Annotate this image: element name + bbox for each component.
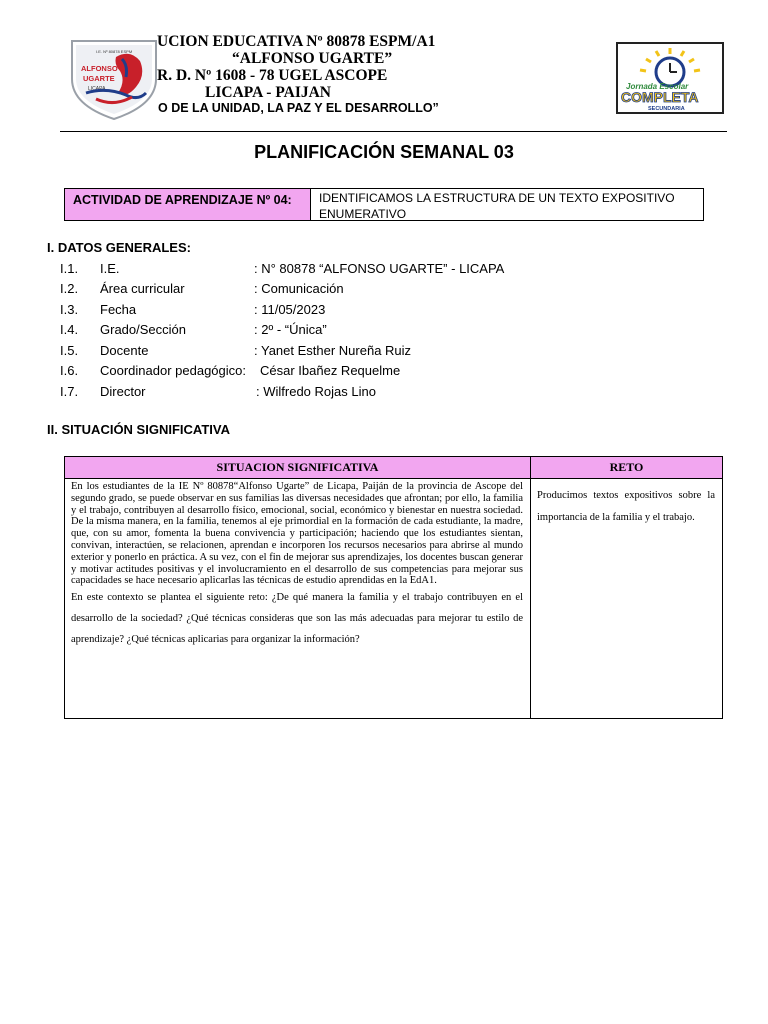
row-label: Coordinador pedagógico: xyxy=(100,363,246,378)
row-number: I.4. xyxy=(60,322,79,337)
situation-text xyxy=(71,481,523,650)
row-number: I.1. xyxy=(60,261,79,276)
jec-line1: Jornada Escolar xyxy=(626,82,689,91)
row-number: I.5. xyxy=(60,343,79,358)
row-label: Fecha xyxy=(100,302,137,317)
column-divider xyxy=(530,457,531,718)
row-value: César Ibañez Requelme xyxy=(260,363,401,378)
activity-value: IDENTIFICAMOS LA ESTRUCTURA DE UN TEXTO EXPOSITIVO ENUMERATIVO xyxy=(319,191,675,221)
row-label: Docente xyxy=(100,343,149,358)
header-line-3: R. D. Nº 1608 - 78 UGEL ASCOPE xyxy=(157,67,388,84)
jec-line2: COMPLETA xyxy=(621,89,699,105)
row-label: Grado/Sección xyxy=(100,322,186,337)
row-number: I.3. xyxy=(60,302,79,317)
situation-reto-paragraph: En este contexto se plantea el siguiente reto: ¿De qué manera la familia y el trabajo contribuyen en el desarrollo de la sociedad? ¿Qué técnicas consideras que son las más adecuadas para mejorar tu estilo de aprendizaje? ¿Qué técnicas aplicarias para organizar la información? xyxy=(71,592,523,646)
header-line-2: “ALFONSO UGARTE” xyxy=(232,50,393,67)
row-label: Director xyxy=(100,384,146,399)
row-value: : Comunicación xyxy=(254,281,344,296)
section-2-heading: II. SITUACIÓN SIGNIFICATIVA xyxy=(47,422,230,437)
situation-table xyxy=(64,456,723,719)
situation-header: SITUACION SIGNIFICATIVA xyxy=(65,457,530,479)
shield-place: LICAPA xyxy=(88,86,106,92)
row-label: I.E. xyxy=(100,261,120,276)
reto-text: Producimos textos expositivos sobre la importancia de la familia y el trabajo. xyxy=(537,490,715,523)
school-shield-logo xyxy=(66,35,162,121)
row-number: I.2. xyxy=(60,281,79,296)
shield-name2: UGARTE xyxy=(83,74,115,83)
activity-box xyxy=(64,188,704,221)
row-value: : 11/05/2023 xyxy=(254,302,326,317)
header-divider xyxy=(60,131,727,132)
header-line-4: LICAPA - PAIJAN xyxy=(205,84,332,101)
header-line-1: UCION EDUCATIVA Nº 80878 ESPM/A1 xyxy=(157,33,436,50)
row-value: : 2º - “Única” xyxy=(254,322,327,337)
row-number: I.7. xyxy=(60,384,79,399)
row-number: I.6. xyxy=(60,363,79,378)
reto-header: RETO xyxy=(531,457,722,479)
page-title: PLANIFICACIÓN SEMANAL 03 xyxy=(254,142,514,162)
shield-name1: ALFONSO xyxy=(81,64,118,73)
situation-paragraph: En los estudiantes de la IE Nº 80878“Alfonso Ugarte” de Licapa, Paiján de la provincia de Ascope del segundo grado, se puede observar en sus familias las diversas necesidades que afrontan; por ello, la familia y el trabajo, contribuyen al desarrollo físico, emocional, social, económico y bienestar en nuestra sociedad. De la misma manera, en la familia, tenemos al eje primordial en la formación de cada estudiante, la madre, que, con su amor, fomenta la buena convivencia y participación; haciendo que los estudiantes sientan, convivan, interactúen, se relacionen, aprendan e incorporen los recursos necesarios para abrirse al mundo exterior y ponerlo en práctica. A su vez, con el fin de mejorar sus aprendizajes, los docentes buscan generar y motivar actitudes positivas y el involucramiento en el desarrollo de sus competencias para mejorar sus capacidades se hace necesario aplicarlas las técnicas de estudio aprendidas en la EdA1. xyxy=(71,481,523,587)
row-value: : Yanet Esther Nureña Ruiz xyxy=(254,343,412,358)
activity-label: ACTIVIDAD DE APRENDIZAJE Nº 04: xyxy=(65,189,311,220)
row-value: : Wilfredo Rojas Lino xyxy=(256,384,376,399)
section-1-heading: I. DATOS GENERALES: xyxy=(47,240,191,255)
row-label: Área curricular xyxy=(100,281,185,296)
header-motto: O DE LA UNIDAD, LA PAZ Y EL DESARROLLO” xyxy=(158,101,439,115)
jec-line3: SECUNDARIA xyxy=(648,106,685,112)
jornada-escolar-completa-logo xyxy=(616,42,724,114)
row-value: : N° 80878 “ALFONSO UGARTE” - LICAPA xyxy=(254,261,505,276)
general-data-row xyxy=(60,363,400,378)
shield-top-text: I.E. Nº 80878 ESPM xyxy=(96,49,133,54)
